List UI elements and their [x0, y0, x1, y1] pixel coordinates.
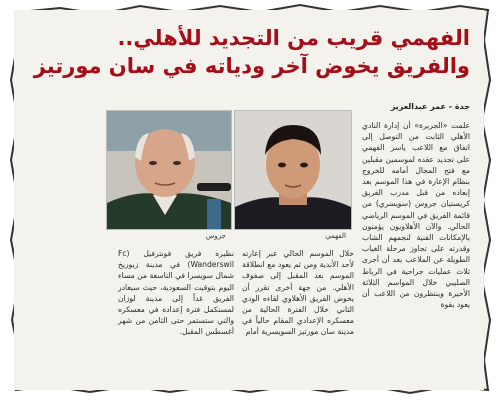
headline-line-2: والفريق يخوض آخر ودياته في سان مورتيز [33, 54, 470, 78]
headline-line-1: الفهمي قريب من التجديد للأهلي.. [117, 26, 470, 50]
player-photo [234, 110, 352, 230]
article-column-right: علمت «الجزيرة» أن إدارة النادي الأهلي الثابت من التوصل إلى اتفاق مع اللاعب ياسر الفهمي على تجديد عقده لموسمين مقبلين مع فتح المجال أمامه للخروج بنظام الإعارة في هذا الموسم بعد إبعاده من قبل مدرب الفريق كريستيان جروس (سويسري) من قائمة الفريق في الموسم الرياضي الحالي. والآن الأهلاويون يؤمنون بالإمكانات الفنية لنجمهم الشاب وقدرته على تجاوز مرحلة الغياب الطويلة عن الملاعب بعد أن أجرى ثلاث عمليات جراحية في الرباط الصليبي خلال المواسم الثلاثة الأخيرة وينتظرون من اللاعب أن يعود بقوة [362, 121, 470, 310]
article-clipping [14, 10, 484, 390]
coach-photo-caption: جروس [205, 232, 226, 240]
article-column-middle: خلال الموسم الحالي عبر إعارته لأحد الأندية ومن ثم يعود مع انطلاقة الموسم بعد المقبل إلى صفوف الأهلي. من جهة أخرى تقرر أن يخوض الفريق الأهلاوي لقاءه الودي الثاني خلال الفترة الحالية من معسكره الإعدادي المقام حالياً في مدينة سان مورتيز السويسرية أمام [242, 249, 354, 337]
coach-photo [106, 110, 232, 230]
article-column-left: نظيره فريق فونترفيل (Fc Wanderswil) في مدينة زيوريخ شمال سويسرا في التاسعة من مساء اليوم بتوقيت السعودية، حيث سيغادر الفريق غداً إلى مدينة لوزان لمستكمل فترة إعداده في معسكره والتي ستستمر حتى الثامن من شهر أغسطس المقبل. [118, 249, 234, 337]
coach-portrait-image [107, 111, 231, 229]
article-headline [30, 24, 470, 80]
player-photo-caption: الفهمي [325, 232, 346, 240]
article-byline: جدة - عمر عبدالعزيز [390, 102, 470, 111]
player-portrait-image [235, 111, 351, 229]
